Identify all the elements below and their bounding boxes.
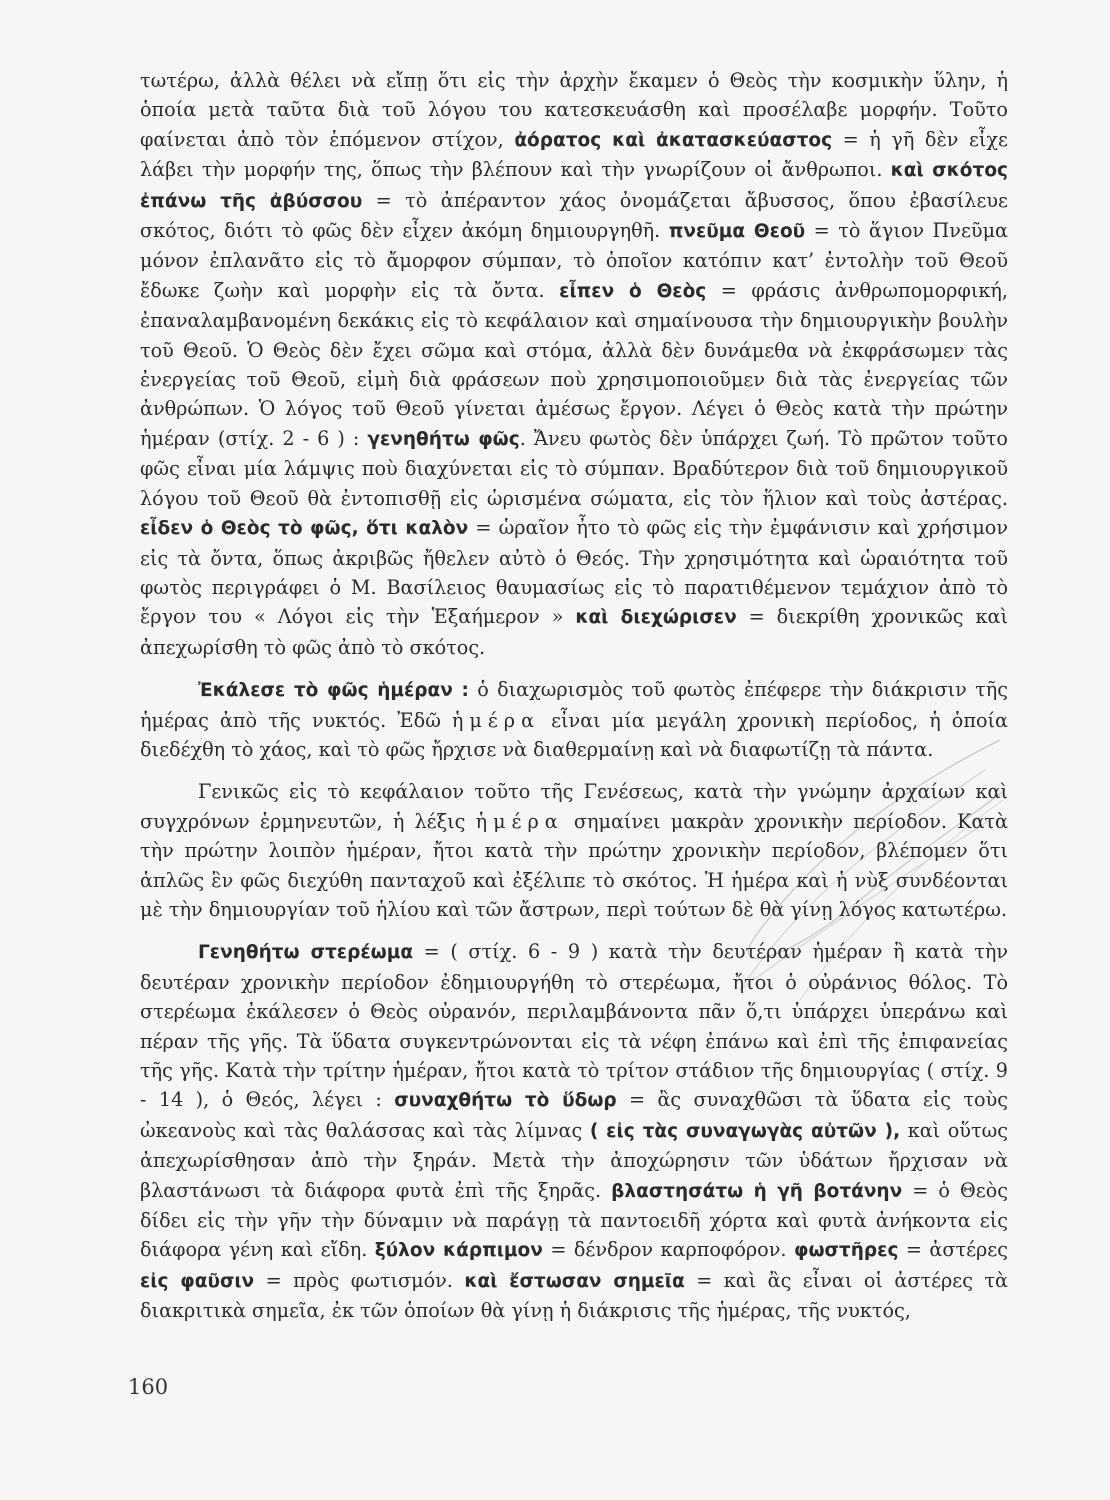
text-span: = ( στίχ. 6 - 9 ) κατὰ τὴν δευτέραν ἡμέραν ἢ κατὰ τὴν δευτέραν χρονικὴν περίοδον ἐδημιουργήθη τὸ στερέωμα, ἤτοι ὁ οὐράνιος θόλος. Τὸ στερέωμα ἐκάλεσεν ὁ Θεὸς οὐρανόν, περιλαμβάνοντα πᾶν ὅ,τι ὑπάρχει ὑπεράνω καὶ πέραν τῆς γῆς. Τὰ ὕδατα συγκεντρώνονται εἰς τὰ νέφη ἐπάνω καὶ ἐπὶ τῆς ἐπιφανείας τῆς γῆς. Κατὰ τὴν τρίτην ἡμέραν, ἤτοι κατὰ τὸ τρίτον στάδιον τῆς δημιουργίας ( στίχ. 9 - 14 ), ὁ Θεός, λέγει : [140, 940, 1008, 1112]
text-span: = ἡ γῆ δὲν εἶχε λάβει τὴν μορφήν της, ὅπως τὴν βλέπουν καὶ τὴν γνωρίζουν οἱ ἄνθρωποι. [140, 127, 1008, 182]
text-span: = ἂς συναχθῶσι τὰ ὕδατα εἰς τοὺς ὠκεανοὺς καὶ τὰς θαλάσσας καὶ τὰς λίμνας [140, 1088, 1008, 1142]
text-span: σημαίνει μακρὰν χρονικὴν περίοδον. Κατὰ τὴν πρώτην λοιπὸν ἡμέραν, ἤτοι κατὰ τὴν πρώτην χρονικὴν περίοδον, βλέπομεν ὅτι ἁπλῶς ἓν φῶς διεχύθη πανταχοῦ καὶ ἐξέλιπε τὸ σκότος. Ἡ ἡμέρα καὶ ἡ νὺξ συνδέονται μὲ τὴν δημιουργίαν τοῦ ἡλίου καὶ τῶν ἄστρων, περὶ τούτων δὲ θὰ γίνῃ λόγος κατωτέρω. [140, 809, 1008, 921]
paragraph-1 [140, 66, 1008, 662]
keyword: εἰς φαῦσιν [140, 1270, 255, 1292]
text-span: = τὸ ἀπέραντον χάος ὀνομάζεται ἄβυσσος, ὅπου ἐβασίλευε σκότος, διότι τὸ φῶς δὲν εἶχεν ἀκόμη δημιουργηθῆ. [140, 188, 1008, 243]
text-span: = φράσις ἀνθρωπομορφική, ἐπαναλαμβανομένη δεκάκις εἰς τὸ κεφάλαιον καὶ σημαίνουσα τὴν δημιουργικὴν βουλὴν τοῦ Θεοῦ. Ὁ Θεὸς δὲν ἔχει σῶμα καὶ στόμα, ἀλλὰ δὲν δυνάμεθα νὰ ἐκφράσωμεν τὰς ἐνεργείας τοῦ Θεοῦ, εἰμὴ διὰ φράσεων ποὺ χρησιμοποιοῦμεν διὰ τὰς ἐνεργείας τῶν ἀνθρώπων. Ὁ λόγος τοῦ Θεοῦ γίνεται ἀμέσως ἔργον. Λέγει ὁ Θεὸς κατὰ τὴν πρώτην ἡμέραν (στίχ. 2 - 6 ) : [140, 278, 1008, 450]
keyword: ( εἰς τὰς συναγωγὰς αὐτῶν ), [589, 1120, 901, 1142]
text-span: = ὡραῖον ἦτο τὸ φῶς εἰς τὴν ἐμφάνισιν καὶ χρήσιμον εἰς τὰ ὄντα, ὅπως ἀκριβῶς ἤθελεν αὐτὸ ὁ Θεός. Τὴν χρησιμότητα καὶ ὡραιότητα τοῦ φωτὸς περιγράφει ὁ Μ. Βασίλειος θαυμασίως εἰς τὸ παρατιθέμενον τεμάχιον ἀπὸ τὸ ἔργον του « Λόγοι εἰς τὴν Ἑξαήμερον » [140, 516, 1008, 629]
text-span: καὶ οὕτως ἀπεχωρίσθησαν ἀπὸ τὴν ξηράν. Μετὰ τὴν ἀποχώρησιν τῶν ὑδάτων ἤρχισαν νὰ βλαστάνωσι τὰ διάφορα φυτὰ ἐπὶ τῆς ξηρᾶς. [140, 1118, 1008, 1202]
text-span: Γενικῶς εἰς τὸ κεφάλαιον τοῦτο τῆς Γενέσεως, κατὰ τὴν γνώμην ἀρχαίων καὶ συγχρόνων ἑρμηνευτῶν, ἡ λέξις [140, 780, 1008, 833]
keyword: συναχθήτω τὸ ὕδωρ [394, 1090, 617, 1112]
keyword: γενηθήτω φῶς [367, 428, 520, 450]
keyword: ἀόρατος καὶ ἀκατασκεύαστος [514, 129, 833, 151]
spaced-word: ἡμέρα [475, 809, 564, 833]
paragraph-4 [140, 937, 1008, 1325]
body-text [140, 66, 1008, 1326]
paragraph-2 [140, 675, 1008, 764]
keyword: βλαστησάτω ἡ γῆ βοτάνην [611, 1180, 903, 1202]
text-span: = πρὸς φωτισμόν. [254, 1268, 465, 1292]
keyword: εἶδεν ὁ Θεὸς τὸ φῶς, ὅτι καλὸν [140, 518, 469, 540]
keyword: καὶ διεχώρισεν [575, 607, 737, 629]
keyword: εἶπεν ὁ Θεὸς [559, 280, 707, 302]
page-number: 160 [128, 1375, 169, 1399]
keyword: Γενηθήτω στερέωμα [198, 942, 414, 964]
keyword: πνεῦμα Θεοῦ [668, 221, 806, 243]
text-span: = καὶ ἂς εἶναι οἱ ἀστέρες τὰ διακριτικὰ σημεῖα, ἐκ τῶν ὁποίων θὰ γίνῃ ἡ διάκρισις τῆς ἡμέρας, τῆς νυκτός, [140, 1268, 1008, 1323]
text-span: = δένδρον καρποφόρον. [542, 1238, 794, 1262]
text-span: = τὸ ἅγιον Πνεῦμα μόνον ἐπλανᾶτο εἰς τὸ ἄμορφον σύμπαν, τὸ ὁποῖον κατόπιν κατ’ ἐντολὴν τοῦ Θεοῦ ἔδωκε ζωὴν καὶ μορφὴν εἰς τὰ ὄντα. [140, 219, 1008, 302]
text-span: = διεκρίθη χρονικῶς καὶ ἀπεχωρίσθη τὸ φῶς ἀπὸ τὸ σκότος. [140, 605, 1008, 659]
keyword: καὶ σκότος ἐπάνω τῆς ἀβύσσου [140, 160, 1008, 212]
text-span: ὁ διαχωρισμὸς τοῦ φωτὸς ἐπέφερε τὴν διάκρισιν τῆς ἡμέρας ἀπὸ τῆς νυκτός. Ἐδῶ [140, 678, 1008, 732]
text-span: = ὁ Θεὸς δίδει εἰς τὴν γῆν τὴν δύναμιν νὰ παράγῃ τὰ παντοειδῆ χόρτα καὶ φυτὰ ἀνήκοντα εἰς διάφορα γένη καὶ εἴδη. [140, 1178, 1008, 1262]
keyword: Ἐκάλεσε τὸ φῶς ἡμέραν : [198, 680, 469, 702]
text-span: εἶναι μία μεγάλη χρονικὴ περίοδος, ἡ ὁποία διεδέχθη τὸ χάος, καὶ τὸ φῶς ἤρχισε νὰ διαθερμαίνῃ καὶ νὰ διαφωτίζῃ τὰ πάντα. [140, 708, 1008, 761]
keyword: ξύλον κάρπιμον [374, 1240, 543, 1262]
paragraph-3 [140, 777, 1008, 924]
keyword: φωστῆρες [793, 1240, 899, 1262]
keyword: καὶ ἔστωσαν σημεῖα [464, 1270, 685, 1292]
text-span: = ἀστέρες [898, 1238, 1008, 1262]
text-span: τωτέρω, ἀλλὰ θέλει νὰ εἴπῃ ὅτι εἰς τὴν ἀρχὴν ἔκαμεν ὁ Θεὸς τὴν κοσμικὴν ὕλην, ἡ ὁποία μετὰ ταῦτα διὰ τοῦ λόγου του κατεσκευάσθη καὶ προσέλαβε μορφήν. Τοῦτο φαίνεται ἀπὸ τὸν ἑπόμενον στίχον, [140, 69, 1008, 151]
spaced-word: ἡμέρα [451, 708, 541, 732]
text-span: . Ἄνευ φωτὸς δὲν ὑπάρχει ζωή. Τὸ πρῶτον τοῦτο φῶς εἶναι μία λάμψις ποὺ διαχύνεται εἰς τὸ σύμπαν. Βραδύτερον διὰ τοῦ δημιουργικοῦ λόγου τοῦ Θεοῦ θὰ ἐντοπισθῇ εἰς ὡρισμένα σώματα, εἰς τὸν ἥλιον καὶ τοὺς ἀστέρας. [140, 426, 1008, 510]
